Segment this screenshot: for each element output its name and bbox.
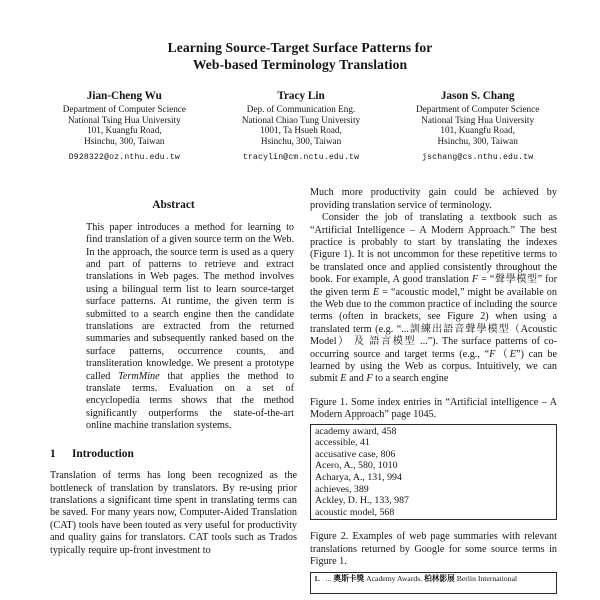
author-university: National Tsing Hua University xyxy=(421,114,535,125)
rp2-seg5: ”) can be learned by using the Web as corpus. Intuitively, we can submit xyxy=(310,348,557,385)
paper-title-line2: Web-based Terminology Translation xyxy=(192,56,408,72)
section-title: Introduction xyxy=(72,447,134,460)
author-university: National Chiao Tung University xyxy=(241,114,361,125)
rp2-seg6: and xyxy=(346,373,367,385)
author-dept: Department of Computer Science xyxy=(62,104,186,114)
index-entry: accessible, 41 xyxy=(315,437,370,449)
author-address: 1001, Ta Hsueh Road, xyxy=(260,125,342,136)
author-block-3 xyxy=(389,90,566,162)
rp2-seg1: Consider the job of translating a textbook such as “Artificial Intelligence – A Modern Approach.” The best practice is probably to start by translating the indexes (Figure 1). It is not uncommon for these repetitive terms to be translated once and applied consistently throughout the book. For example, A good translation xyxy=(310,212,557,286)
author-name: Jason S. Chang xyxy=(440,90,515,102)
index-entry: acoustic model, 568 xyxy=(315,506,395,518)
figure1-index-box xyxy=(310,424,557,521)
figure2-caption: Figure 2. Examples of web page summaries with relevant translations returned by Google for some source terms in Figure 1. xyxy=(310,531,557,568)
summary-chinese-term-2: 柏林影展 xyxy=(424,573,455,583)
introduction-paragraph: Translation of terms has long been recognized as the bottleneck of translation by translators. By re-using prior translations a significant time spent in translating terms can be saved. For many years now, Computer-Aided Translation (CAT) tools have been touted as very useful for productivity and quality gains for translators. CAT tools such as Trados typically require up-front investment to xyxy=(50,470,297,556)
summary-ellipsis: ... xyxy=(323,573,334,583)
paper-title xyxy=(0,40,600,73)
summary-row-number: 1. xyxy=(314,573,320,583)
variable-F: F xyxy=(489,348,496,360)
index-entry: accusative case, 806 xyxy=(315,448,396,460)
index-entry: Ackley, D. H., 133, 987 xyxy=(315,495,409,507)
abstract-part2: that applies the method to translate terms. Evaluation on a set of encyclopedia terms shows that the method significantly outperforms the state-of-the-art online machine translation systems. xyxy=(86,370,294,432)
rp2-seg2: = “聲學模型” for the given term xyxy=(310,274,557,298)
abstract-part1: This paper introduces a method for learning to find translation of a given source term on the Web. In the approach, the source term is used as a query and part of patterns to retrieve and extract translations in Web pages. The method involves using a bilingual term list to learn source-target surface patterns. At runtime, the given term is submitted to a search engine then the candidate translations are extracted from the returned summaries and subsequently ranked based on the surface patterns, occurrence counts, and transliteration knowledge. We present a prototype called xyxy=(86,221,294,382)
author-dept: Department of Computer Science xyxy=(416,104,540,114)
paper-title-line1: Learning Source-Target Surface Patterns for xyxy=(167,40,433,55)
author-university: National Tsing Hua University xyxy=(67,114,181,125)
summary-english-2: Berlin International xyxy=(454,573,518,583)
author-email: D928322@oz.nthu.edu.tw xyxy=(68,153,180,163)
figure1-caption: Figure 1. Some index entries in “Artificial intelligence – A Modern Approach” page 1045. xyxy=(310,396,557,421)
summary-english-1: Academy Awards. xyxy=(364,573,425,583)
variable-E: E xyxy=(372,286,380,298)
author-dept: Dep. of Communication Eng. xyxy=(246,104,356,114)
index-entry: academy award, 458 xyxy=(315,425,397,437)
author-email: tracylin@cm.nctu.edu.tw xyxy=(242,153,360,163)
variable-F: F xyxy=(366,373,373,385)
author-city: Hsinchu, 300, Taiwan xyxy=(260,135,342,146)
section-number: 1 xyxy=(50,447,56,460)
author-city: Hsinchu, 300, Taiwan xyxy=(84,135,165,146)
rp2-seg7: to a search engine xyxy=(372,373,449,385)
rp2-seg3: = “acoustic model,” might be available on the Web due to the common practice of including the source terms (often in brackets, see Figure 2) when using a translated term (e.g. “...訓練出語音聲學模型（Acoustic Model） 及 語言模型 ...”). The surface patterns of co-occurring source and target terms (e.g., “ xyxy=(310,286,557,360)
index-entry: Acharya, A., 131, 994 xyxy=(315,472,402,484)
author-block-2 xyxy=(213,90,390,162)
author-name: Tracy Lin xyxy=(277,90,325,102)
author-city: Hsinchu, 300, Taiwan xyxy=(437,135,518,146)
author-row xyxy=(36,90,566,162)
right-paragraph-2 xyxy=(310,212,557,386)
right-paragraph-1: Much more productivity gain could be achieved by providing translation service of terminology. xyxy=(310,187,557,211)
summary-chinese-term-1: 奧斯卡獎 xyxy=(333,573,365,583)
abstract-text xyxy=(86,222,294,433)
section-heading-introduction xyxy=(50,448,297,460)
author-block-1 xyxy=(36,90,213,162)
right-column xyxy=(310,187,557,593)
index-entry: Acero, A., 580, 1010 xyxy=(315,460,398,472)
variable-F: F xyxy=(471,274,479,286)
rp2-seg4: （ xyxy=(495,348,510,360)
prototype-name: TermMine xyxy=(118,370,160,382)
abstract-heading: Abstract xyxy=(152,199,195,212)
variable-E: E xyxy=(509,348,516,360)
index-entry: achieves, 389 xyxy=(315,483,369,495)
figure2-summaries-box xyxy=(310,572,557,594)
author-name: Jian-Cheng Wu xyxy=(86,90,162,102)
author-address: 101, Kuangfu Road, xyxy=(440,125,515,136)
author-email: jschang@cs.nthu.edu.tw xyxy=(422,153,534,163)
left-column xyxy=(50,187,297,593)
two-column-body xyxy=(50,187,557,593)
author-address: 101, Kuangfu Road, xyxy=(87,125,162,136)
variable-E: E xyxy=(340,373,347,385)
